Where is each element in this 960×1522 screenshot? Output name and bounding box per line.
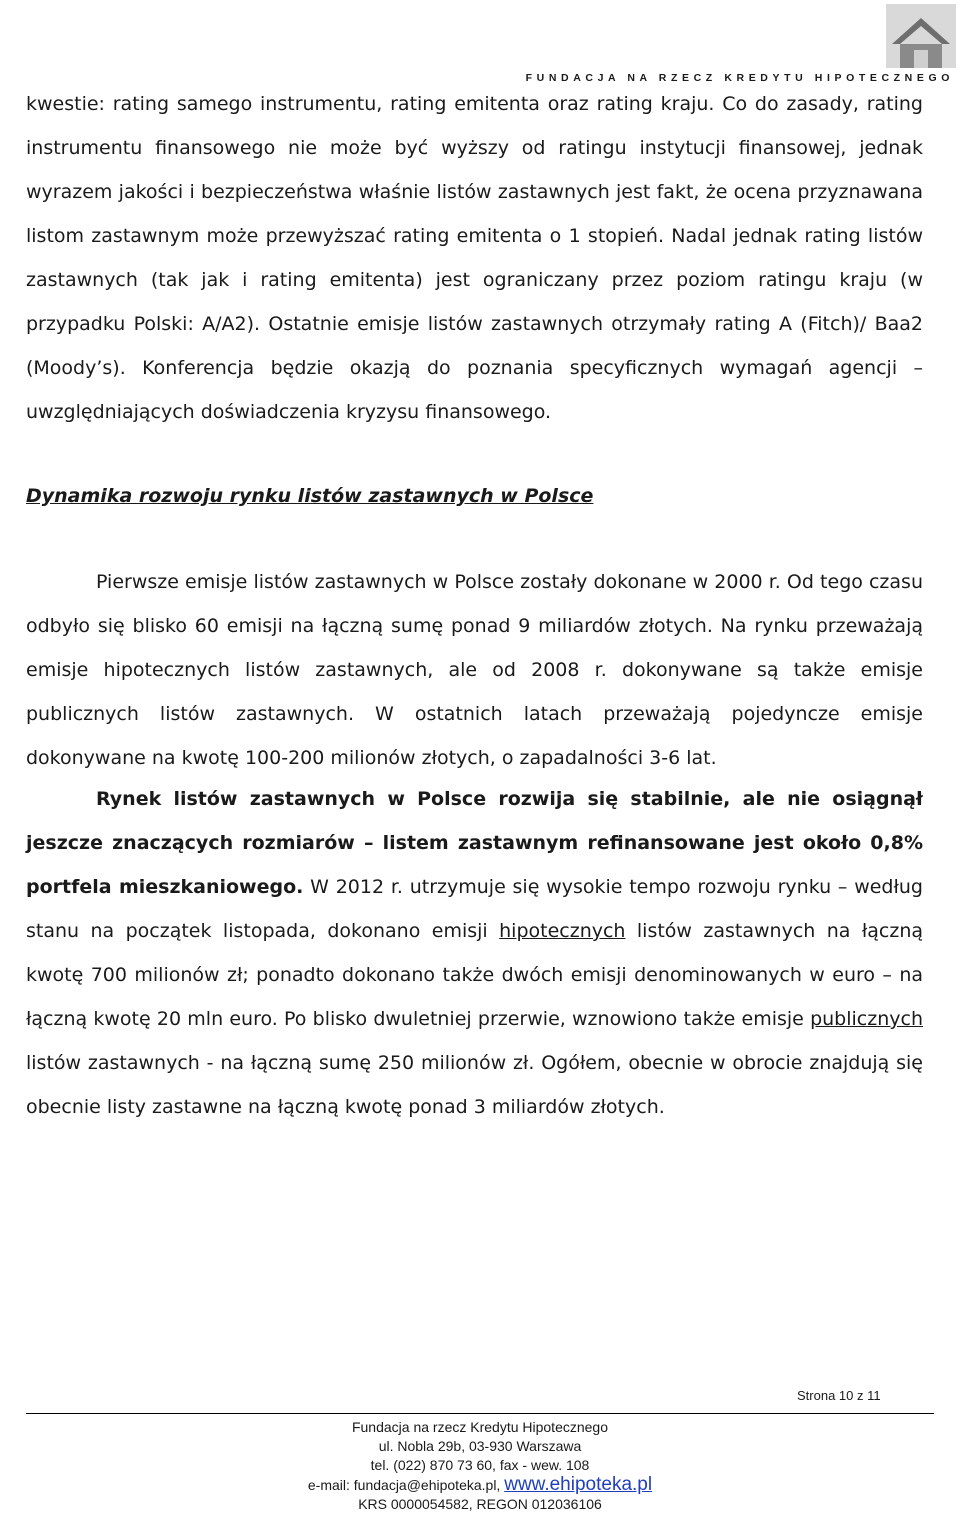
bold-lead-text: Rynek listów zastawnych w Polsce rozwija się stabilnie, ale nie osiągnął jeszcze znaczących rozmiarów – listem zastawnym refinansowane jest około 0,8% portfela mieszkaniowego.: [26, 788, 923, 898]
text-segment-a: W 2012 r. utrzymuje się wysokie tempo rozwoju rynku – według stanu na początek listopada, dokonano emisji: [26, 876, 923, 942]
page-number: Strona 10 z 11: [797, 1388, 881, 1403]
footer-org-name: Fundacja na rzecz Kredytu Hipotecznego: [351, 1419, 609, 1435]
footer-email: e-mail: fundacja@ehipoteka.pl,: [307, 1477, 501, 1493]
footer-address: ul. Nobla 29b, 03-930 Warszawa: [378, 1438, 582, 1454]
organization-name: FUNDACJA NA RZECZ KREDYTU HIPOTECZNEGO: [525, 72, 954, 84]
footer: [200, 1418, 760, 1514]
hipoteczne-link[interactable]: hipotecznych: [499, 920, 626, 942]
footer-phone: tel. (022) 870 73 60, fax - wew. 108: [370, 1457, 590, 1473]
publiczne-link[interactable]: publicznych: [810, 1008, 923, 1030]
footer-contact: [200, 1475, 760, 1495]
house-roof-logo-icon: [886, 4, 956, 68]
section-heading: Dynamika rozwoju rynku listów zastawnych w Polsce: [26, 485, 594, 507]
paragraph-market-history: [26, 560, 923, 780]
footer-registry: KRS 0000054582, REGON 012036106: [358, 1496, 602, 1512]
text-segment-b: listów zastawnych na łączną kwotę 700 milionów zł; ponadto dokonano także dwóch emisji denominowanych w euro – na łączną kwotę 20 mln euro. Po blisko dwuletniej przerwie, wznowiono także emisje: [26, 920, 924, 1030]
paragraph-market-status: [26, 777, 923, 1129]
paragraph-rating: kwestie: rating samego instrumentu, rating emitenta oraz rating kraju. Co do zasady, rating instrumentu finansowego nie może być wyższy od ratingu instytucji finansowej, jednak wyrazem jakości i bezpieczeństwa właśnie listów zastawnych jest fakt, że ocena przyznawana listom zastawnym może przewyższać rating emitenta o 1 stopień. Nadal jednak rating listów zastawnych (tak jak i rating emitenta) jest ograniczany przez poziom ratingu kraju (w przypadku Polski: A/A2). Ostatnie emisje listów zastawnych otrzymały rating A (Fitch)/ Baa2 (Moody’s). Konferencja będzie okazją do poznania specyficznych wymagań agencji – uwzględniających doświadczenia kryzysu finansowego.: [26, 93, 923, 423]
footer-divider: [26, 1413, 934, 1414]
paragraph-market-history-text: Pierwsze emisje listów zastawnych w Polsce zostały dokonane w 2000 r. Od tego czasu odbyło się blisko 60 emisji na łączną sumę ponad 9 miliardów złotych. Na rynku przeważają emisje hipotecznych listów zastawnych, ale od 2008 r. dokonywane są także emisje publicznych listów zastawnych. W ostatnich latach przeważają pojedyncze emisje dokonywane na kwotę 100-200 milionów złotych, o zapadalności 3-6 lat.: [26, 571, 923, 769]
text-segment-c: listów zastawnych - na łączną sumę 250 milionów zł. Ogółem, obecnie w obrocie znajdują się obecnie listy zastawne na łączną kwotę ponad 3 miliardów złotych.: [26, 1052, 923, 1118]
website-link[interactable]: www.ehipoteka.pl: [504, 1474, 653, 1495]
